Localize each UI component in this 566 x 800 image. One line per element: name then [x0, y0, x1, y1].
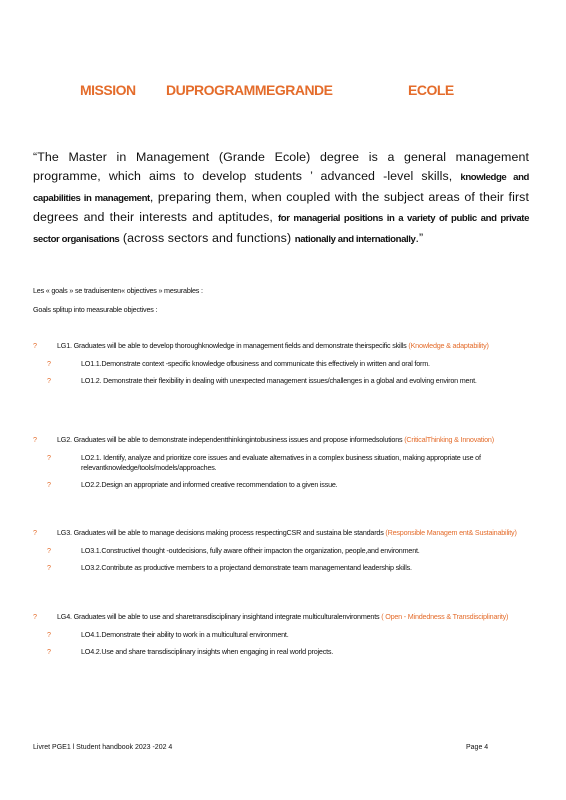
goal-item [33, 528, 533, 538]
mission-title [0, 82, 566, 100]
objective-text: LO4.1.Demonstrate their ability to work in a multicultural environment. [81, 630, 289, 639]
objective-text: LO1.1.Demonstrate context -specific knowledge ofbusiness and communicate this effectively in written and oral form. [81, 359, 430, 368]
objective-text: LO4.2.Use and share transdisciplinary insights when engaging in real world projects. [81, 647, 334, 656]
intro-line-fr: Les « goals » se traduisenten« objectives » mesurables : [33, 286, 203, 295]
objective-item [33, 630, 533, 640]
title-mission: MISSION [80, 82, 136, 98]
bullet-icon: ? [47, 359, 51, 368]
bullet-icon: ? [33, 435, 37, 444]
objective-item [33, 480, 533, 490]
objective-item [33, 376, 533, 386]
bullet-icon: ? [47, 453, 51, 462]
goal-text: LG4. Graduates will be able to use and sharetransdisciplinary insightand integrate multiculturalenvironments [57, 612, 380, 621]
bullet-icon: ? [47, 480, 51, 489]
objective-text: LO2.1. Identify, analyze and prioritize core issues and evaluate alternatives in a complex business situation, making appropriate use of relevantknowledge/tools/models/approaches. [81, 453, 481, 472]
goal-block-1 [33, 341, 533, 393]
goal-tag: (Responsible Managem ent& Sustainability) [385, 528, 517, 537]
quote-bold-2: for managerial positions in a variety of public and private sector organisations [33, 213, 529, 245]
goal-block-4 [33, 612, 533, 664]
bullet-icon: ? [47, 546, 51, 555]
quote-bold-1: knowledge and capabilities in management [33, 172, 529, 204]
intro-line-en: Goals splitup into measurable objectives : [33, 305, 158, 314]
goal-item [33, 612, 533, 622]
bullet-icon: ? [47, 647, 51, 656]
goal-text: LG3. Graduates will be able to manage decisions making process respectingCSR and sustaina ble standards [57, 528, 384, 537]
objective-item [33, 359, 533, 369]
goal-tag: (Knowledge & adaptability) [408, 341, 489, 350]
title-ecole: ECOLE [408, 82, 454, 98]
quote-end: .” [415, 230, 424, 245]
bullet-icon: ? [33, 341, 37, 350]
goal-item [33, 341, 533, 351]
objective-text: LO3.2.Contribute as productive members to a projectand demonstrate team managementand leadership skills. [81, 563, 412, 572]
bullet-icon: ? [47, 563, 51, 572]
goal-block-3 [33, 528, 533, 580]
objective-text: LO2.2.Design an appropriate and informed creative recommendation to a given issue. [81, 480, 338, 489]
bullet-icon: ? [33, 528, 37, 537]
footer-handbook: Livret PGE1 l Student handbook 2023 -202 4 [33, 744, 173, 751]
mission-quote [33, 148, 529, 249]
objective-item [33, 453, 533, 473]
objective-item [33, 546, 533, 556]
goal-tag: ( Open - Mindedness & Transdisciplinarity) [381, 612, 509, 621]
title-programme: DUPROGRAMMEGRANDE [166, 82, 333, 98]
bullet-icon: ? [33, 612, 37, 621]
objective-item [33, 647, 533, 657]
quote-mid: , preparing them, when coupled with the subject areas of their first degrees and their interests and aptitudes, [33, 189, 530, 225]
objective-item [33, 563, 533, 573]
objective-text: LO1.2. Demonstrate their flexibility in dealing with unexpected management issues/challenges in a global and evolving environ ment. [81, 376, 477, 385]
footer-page-number: Page 4 [466, 744, 489, 751]
goal-tag: (CriticalThinking & Innovation) [404, 435, 494, 444]
goal-text: LG1. Graduates will be able to develop thoroughknowledge in management fields and demonstrate theirspecific skills [57, 341, 407, 350]
quote-intro: “The Master in Management (Grande Ecole) degree is a general management programme, which aims to develop students ’ advanced -level skills, [33, 150, 529, 184]
quote-bold-3: nationally and internationally [294, 233, 416, 245]
bullet-icon: ? [47, 376, 51, 385]
goal-block-2 [33, 435, 533, 497]
objective-text: LO3.1.Constructivel thought -outdecisions, fully aware oftheir impacton the organization, people,and environment. [81, 546, 420, 555]
quote-mid-2: (across sectors and functions) [122, 230, 292, 245]
goal-text: LG2. Graduates will be able to demonstrate independentthinkingintobusiness issues and propose informedsolutions [57, 435, 403, 444]
bullet-icon: ? [47, 630, 51, 639]
goal-item [33, 435, 533, 445]
